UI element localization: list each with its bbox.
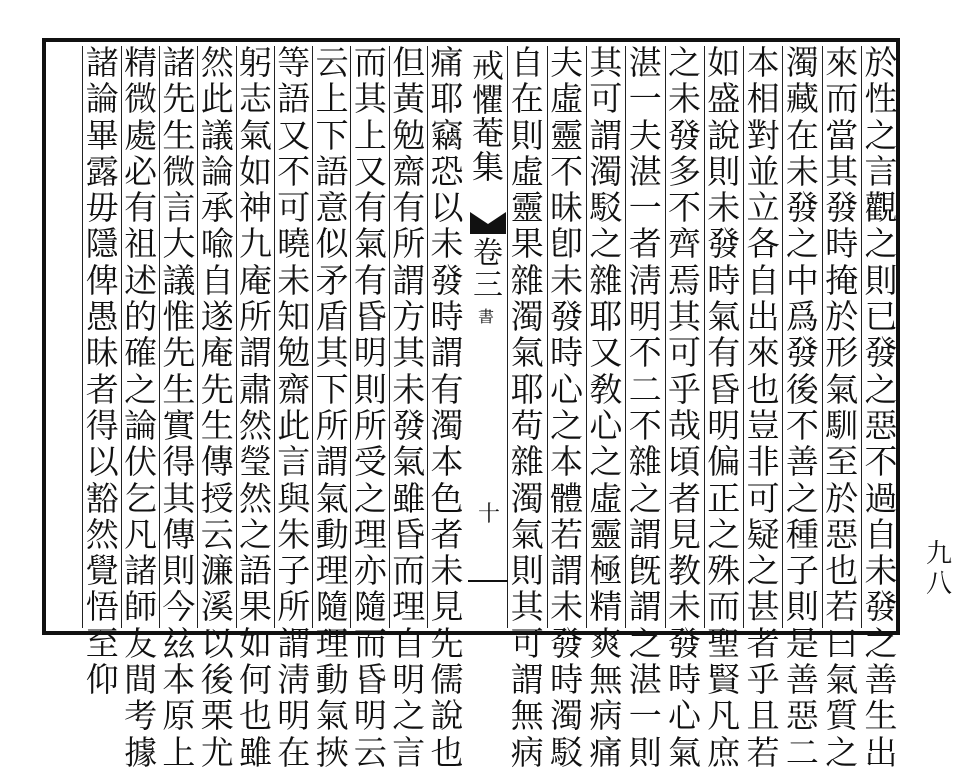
fish-tail-ornament (470, 212, 506, 234)
text-column (428, 43, 466, 772)
text-column (823, 43, 861, 772)
column-rule (822, 46, 823, 628)
text-column (83, 43, 121, 700)
column-text: 於 性 之 言 觀 之 則 已 發 之 惡 不 過 自 未 發 之 善 生 出 (864, 43, 898, 772)
column-text: 如 盛 說 則 未 發 時 氣 有 昏 明 偏 正 之 殊 而 聖 賢 凡 庶 (707, 43, 741, 772)
column-rule (586, 46, 587, 628)
text-column (862, 43, 900, 772)
text-column (390, 43, 428, 772)
column-text: 其 可 謂 濁 駁 之 雜 耶 又 敎 心 之 虛 靈 極 精 爽 無 病 痛 (589, 43, 623, 772)
text-column (351, 43, 389, 772)
text-column (313, 43, 351, 772)
text-column (666, 43, 704, 772)
column-text: 諸 先 生 微 言 大 議 惟 先 生 實 得 其 傳 則 今 玆 本 原 上 (162, 43, 196, 772)
text-column (783, 43, 821, 772)
volume-label-text: 卷 三 (473, 236, 503, 303)
text-column (626, 43, 664, 772)
column-rule (665, 46, 666, 628)
text-column (548, 43, 586, 772)
column-text: 等 語 又 不 可 曉 未 知 勉 齋 此 言 與 朱 子 所 謂 淸 明 在 (277, 43, 311, 772)
text-column (744, 43, 782, 772)
text-column (705, 43, 743, 772)
text-column (198, 43, 236, 772)
column-text: 濁 藏 在 未 發 之 中 爲 發 後 不 善 之 種 子 則 是 善 惡 二 (785, 43, 819, 772)
column-text: 自 在 則 虛 靈 果 雜 濁 氣 耶 苟 雜 濁 氣 則 其 可 謂 無 病 (510, 43, 544, 772)
text-column (160, 43, 198, 772)
volume-label (471, 238, 505, 301)
center-fold-column (468, 42, 508, 632)
column-rule (782, 46, 783, 628)
section-label: 書 (478, 307, 495, 326)
column-rule (743, 46, 744, 628)
page-number (924, 540, 954, 600)
text-column (122, 43, 160, 772)
center-divider-line (468, 580, 508, 582)
column-text: 精 微 處 必 有 祖 述 的 確 之 論 伏 乞 凡 諸 師 友 間 考 據 (124, 43, 158, 772)
column-text: 夫 虛 靈 不 昧 卽 未 發 時 心 之 本 體 若 謂 未 發 時 濁 駁 (550, 43, 584, 772)
book-title-text: 戒 懼 菴 集 (471, 47, 504, 186)
text-column (508, 43, 546, 772)
column-text: 躬 志 氣 如 神 九 庵 所 謂 肅 然 瑩 然 之 語 果 如 何 也 雖 (239, 43, 272, 772)
leaf-number: 十 (478, 502, 501, 527)
column-text: 然 此 議 論 承 喩 自 遂 庵 先 生 傳 授 云 濂 溪 以 後 栗 尤 (200, 43, 234, 772)
column-text: 湛 一 夫 湛 一 者 淸 明 不 二 不 雜 之 謂 旣 謂 之 湛 一 則 (628, 43, 662, 772)
text-column (237, 43, 275, 772)
column-rule (547, 46, 548, 628)
column-text: 之 未 發 多 不 齊 焉 其 可 乎 哉 頃 者 見 教 未 發 時 心 氣 (668, 43, 701, 772)
column-text: 諸 論 畢 露 毋 隱 俾 愚 昧 者 得 以 豁 然 覺 悟 至 仰 (85, 43, 119, 700)
column-text: 痛 耶 竊 恐 以 未 發 時 謂 有 濁 本 色 者 未 見 先 儒 說 也 (430, 43, 464, 772)
column-rule (861, 46, 862, 628)
column-rule (625, 46, 626, 628)
book-title (471, 47, 505, 186)
column-rule (82, 46, 83, 628)
page-number-text: 九 八 (925, 539, 952, 599)
column-text: 來 而 當 其 發 時 掩 於 形 氣 馴 至 於 惡 也 若 曰 氣 質 之 (825, 43, 859, 772)
column-text: 本 相 對 並 立 各 自 出 來 也 豈 非 可 疑 之 甚 者 乎 且 若 (746, 43, 780, 772)
text-column (587, 43, 625, 772)
column-text: 而 其 上 又 有 氣 有 昏 明 則 所 受 之 理 亦 隨 而 昏 明 云 (353, 43, 387, 772)
column-text: 但 黃 勉 齋 有 所 謂 方 其 未 發 氣 雖 昏 而 理 自 明 之 言 (392, 43, 426, 772)
column-text: 云 上 下 語 意 似 矛 盾 其 下 所 謂 氣 動 理 隨 理 動 氣 挾 (315, 43, 349, 772)
text-column (275, 43, 313, 772)
column-rule (704, 46, 705, 628)
